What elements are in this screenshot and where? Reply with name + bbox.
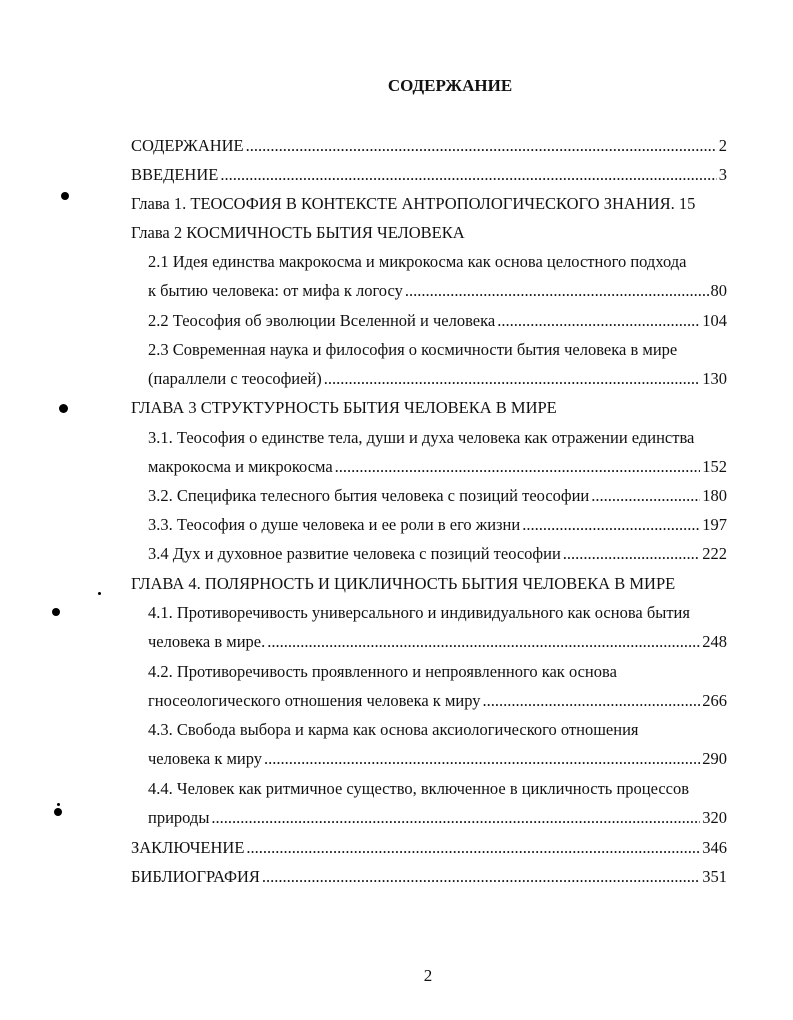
toc-entry-page: 290 bbox=[702, 749, 727, 768]
dot-leader bbox=[264, 749, 700, 769]
toc-entry-page: 351 bbox=[702, 867, 727, 886]
scan-speck bbox=[98, 592, 101, 595]
toc-entry-page: 222 bbox=[702, 544, 727, 563]
dot-leader bbox=[497, 311, 700, 331]
toc-entry-title: макрокосма и микрокосма bbox=[148, 457, 333, 476]
toc-entry-page: 2 bbox=[718, 136, 727, 155]
toc-entry-title: человека в мире. bbox=[148, 632, 266, 651]
toc-entry-title: ВВЕДЕНИЕ bbox=[131, 165, 219, 184]
toc-entry-page: 80 bbox=[710, 281, 727, 300]
toc-entry-title: гносеологического отношения человека к миру bbox=[148, 691, 481, 710]
toc-section-3-1-line1[interactable]: 3.1. Теософия о единстве тела, души и духа человека как отражении единства bbox=[148, 428, 695, 447]
toc-section-4-1-line1[interactable]: 4.1. Противоречивость универсального и индивидуального как основа бытия bbox=[148, 603, 690, 622]
toc-entry-page: 3 bbox=[718, 165, 727, 184]
toc-entry-title: 3.3. Теософия о душе человека и ее роли в его жизни bbox=[148, 515, 521, 534]
toc-entry-title: ЗАКЛЮЧЕНИЕ bbox=[131, 838, 245, 857]
scan-speck bbox=[54, 808, 62, 816]
toc-section-4-4-line1[interactable]: 4.4. Человек как ритмичное существо, включенное в цикличность процессов bbox=[148, 779, 690, 798]
dot-leader bbox=[262, 867, 700, 887]
toc-entry-title: (параллели с теософией) bbox=[148, 369, 322, 388]
toc-entry-page: 104 bbox=[702, 311, 727, 330]
toc-section-3-4[interactable] bbox=[148, 544, 727, 564]
toc-entry-title: человека к миру bbox=[148, 749, 263, 768]
scan-speck bbox=[61, 192, 69, 200]
page-number: 2 bbox=[423, 966, 433, 985]
toc-section-4-3-line2[interactable] bbox=[148, 749, 727, 769]
dot-leader bbox=[405, 281, 709, 301]
dot-leader bbox=[522, 515, 700, 535]
toc-section-4-3-line1[interactable]: 4.3. Свобода выбора и карма как основа аксиологического отношения bbox=[148, 720, 639, 739]
toc-section-4-2-line1[interactable]: 4.2. Противоречивость проявленного и непроявленного как основа bbox=[148, 662, 617, 681]
toc-section-4-4-line2[interactable] bbox=[148, 808, 727, 828]
scan-speck bbox=[52, 608, 60, 616]
toc-chapter-4[interactable]: ГЛАВА 4. ПОЛЯРНОСТЬ И ЦИКЛИЧНОСТЬ БЫТИЯ ЧЕЛОВЕКА В МИРЕ bbox=[131, 574, 676, 593]
toc-section-4-1-line2[interactable] bbox=[148, 632, 727, 652]
dot-leader bbox=[211, 808, 700, 828]
dot-leader bbox=[267, 632, 700, 652]
toc-chapter-2[interactable]: Глава 2 КОСМИЧНОСТЬ БЫТИЯ ЧЕЛОВЕКА bbox=[131, 223, 465, 242]
toc-entry-page: 346 bbox=[702, 838, 727, 857]
toc-entry-page: 197 bbox=[702, 515, 727, 534]
toc-section-2-2[interactable] bbox=[148, 311, 727, 331]
toc-entry-page: 130 bbox=[702, 369, 727, 388]
toc-chapter-1[interactable]: Глава 1. ТЕОСОФИЯ В КОНТЕКСТЕ АНТРОПОЛОГИЧЕСКОГО ЗНАНИЯ. 15 bbox=[131, 194, 696, 213]
toc-entry-page: 266 bbox=[702, 691, 727, 710]
dot-leader bbox=[335, 457, 701, 477]
dot-leader bbox=[324, 369, 701, 389]
toc-entry-title: к бытию человека: от мифа к логосу bbox=[148, 281, 403, 300]
toc-entry-title: БИБЛИОГРАФИЯ bbox=[131, 867, 260, 886]
dot-leader bbox=[563, 544, 700, 564]
toc-entry-title: СОДЕРЖАНИЕ bbox=[131, 136, 244, 155]
scan-speck bbox=[57, 803, 60, 806]
dot-leader bbox=[246, 136, 717, 156]
dot-leader bbox=[220, 165, 716, 185]
toc-entry-title: природы bbox=[148, 808, 210, 827]
toc-entry-introduction[interactable] bbox=[131, 165, 727, 185]
dot-leader bbox=[483, 691, 701, 711]
toc-entry-page: 320 bbox=[702, 808, 727, 827]
toc-section-2-1-line2[interactable] bbox=[148, 281, 727, 301]
toc-entry-title: 2.2 Теософия об эволюции Вселенной и человека bbox=[148, 311, 496, 330]
dot-leader bbox=[246, 838, 700, 858]
scan-speck bbox=[59, 404, 68, 413]
dot-leader bbox=[591, 486, 700, 506]
toc-section-2-1-line1[interactable]: 2.1 Идея единства макрокосма и микрокосма как основа целостного подхода bbox=[148, 252, 687, 271]
toc-section-3-2[interactable] bbox=[148, 486, 727, 506]
toc-section-2-3-line1[interactable]: 2.3 Современная наука и философия о космичности бытия человека в мире bbox=[148, 340, 678, 359]
toc-entry-contents[interactable] bbox=[131, 136, 727, 156]
toc-entry-page: 152 bbox=[702, 457, 727, 476]
toc-section-3-1-line2[interactable] bbox=[148, 457, 727, 477]
toc-entry-title: 3.4 Дух и духовное развитие человека с позиций теософии bbox=[148, 544, 561, 563]
toc-section-4-2-line2[interactable] bbox=[148, 691, 727, 711]
page-title: СОДЕРЖАНИЕ bbox=[387, 76, 513, 95]
toc-chapter-3[interactable]: ГЛАВА 3 СТРУКТУРНОСТЬ БЫТИЯ ЧЕЛОВЕКА В МИРЕ bbox=[131, 398, 557, 417]
toc-entry-page: 180 bbox=[702, 486, 727, 505]
toc-section-3-3[interactable] bbox=[148, 515, 727, 535]
toc-entry-page: 248 bbox=[702, 632, 727, 651]
toc-entry-title: 3.2. Специфика телесного бытия человека с позиций теософии bbox=[148, 486, 590, 505]
toc-entry-conclusion[interactable] bbox=[131, 838, 727, 858]
toc-entry-bibliography[interactable] bbox=[131, 867, 727, 887]
toc-section-2-3-line2[interactable] bbox=[148, 369, 727, 389]
